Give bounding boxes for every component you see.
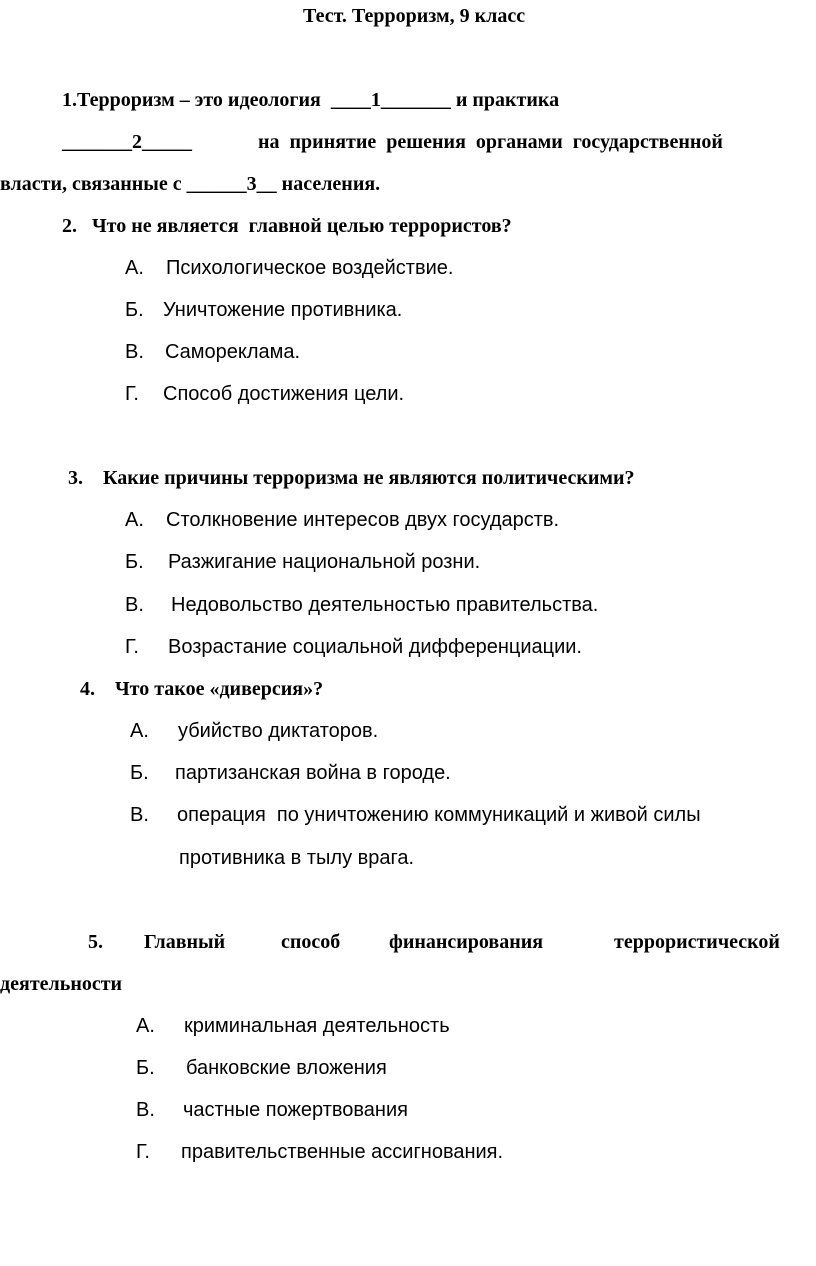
q2-option-text: Уничтожение противника. [163,299,403,321]
q3-option-letter: Б. [125,551,144,573]
q3-option-letter: Г. [125,636,139,658]
question-1-blank-2: _______2_____ [62,131,192,153]
q2-option-text: Самореклама. [165,341,301,363]
q2-option-letter: В. [125,341,144,363]
q4-option-letter: В. [130,804,149,826]
question-5-word: Главный [144,931,226,953]
q5-option-letter: Б. [136,1057,155,1079]
q2-option-text: Психологическое воздействие. [166,257,454,279]
q5-option-text: правительственные ассигнования. [181,1141,504,1163]
q2-option-letter: Г. [125,383,139,405]
q3-option-letter: В. [125,594,144,616]
q3-option-letter: А. [125,509,144,531]
q5-option-text: криминальная деятельность [184,1015,450,1037]
q5-option-letter: В. [136,1099,155,1121]
q5-option-letter: А. [136,1015,155,1037]
q4-option-text: операция по уничтожению коммуникаций и живой силы [177,804,701,826]
q3-option-text: Разжигание национальной розни. [168,551,481,573]
question-5-word: террористической [614,931,780,953]
question-1-line-3: власти, связанные с ______3__ населения. [0,173,381,195]
question-5-word: способ [281,931,341,953]
q5-option-text: банковские вложения [186,1057,387,1079]
q2-option-letter: А. [125,257,144,279]
q4-option-text: партизанская война в городе. [175,762,451,784]
q3-option-text: Столкновение интересов двух государств. [166,509,560,531]
question-5-number: 5. [88,931,103,953]
question-1-line-2: на принятие решения органами государственной [258,131,723,153]
question-2: 2. Что не является главной целью террористов? [62,215,512,237]
question-5-line-2: деятельности [0,973,123,995]
q5-option-text: частные пожертвования [183,1099,408,1121]
q2-option-text: Способ достижения цели. [163,383,405,405]
question-4: 4. Что такое «диверсия»? [80,678,324,700]
q4-option-letter: Б. [130,762,149,784]
q3-option-text: Возрастание социальной дифференциации. [168,636,582,658]
q5-option-letter: Г. [136,1141,150,1163]
question-5-word: финансирования [389,931,544,953]
question-1-line-1: 1.Терроризм – это идеология ____1_______ и практика [62,89,560,111]
q2-option-letter: Б. [125,299,144,321]
page-title: Тест. Терроризм, 9 класс [303,5,526,27]
q3-option-text: Недовольство деятельностью правительства. [171,594,599,616]
q4-option-letter: А. [130,720,149,742]
q4-option-continuation: противника в тылу врага. [179,847,415,869]
question-3: 3. Какие причины терроризма не являются политическими? [68,467,635,489]
q4-option-text: убийство диктаторов. [178,720,379,742]
